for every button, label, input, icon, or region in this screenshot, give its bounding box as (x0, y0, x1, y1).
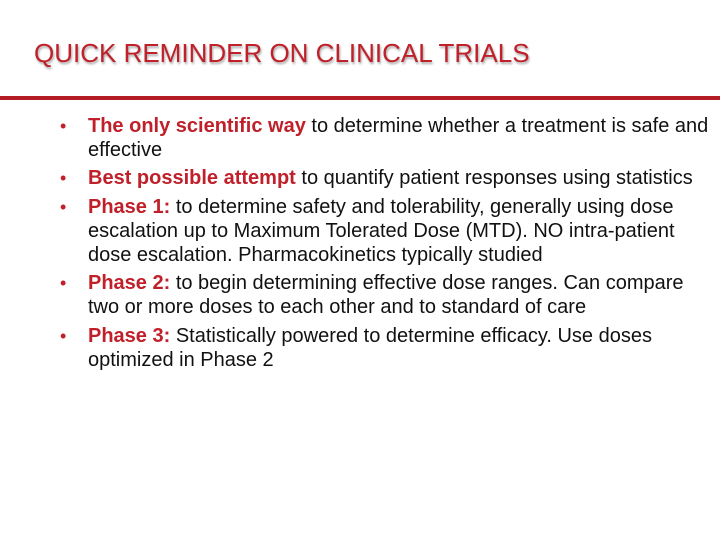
bullet-item (60, 114, 710, 162)
bullet-icon: • (60, 325, 67, 346)
bullet-text: Statistically powered to determine efficacy. Use doses optimized in Phase 2 (88, 324, 652, 371)
bullet-text: to begin determining effective dose ranges. Can compare two or more doses to each other and to standard of care (88, 272, 684, 319)
bullet-text: to determine safety and tolerability, generally using dose escalation up to Maximum Tolerated Dose (MTD). NO intra-patient dose escalation. Pharmacokinetics typically studied (88, 195, 675, 267)
bullet-emphasis: Phase 1: (88, 195, 171, 218)
bullet-emphasis: The only scientific way (88, 115, 306, 137)
bullet-icon: • (60, 273, 67, 294)
bullet-text: to quantify patient responses using statistics (295, 167, 693, 190)
bullet-item (60, 195, 710, 268)
bullet-emphasis: Best possible attempt (88, 167, 296, 190)
title-divider (0, 96, 720, 100)
bullet-emphasis: Phase 2: (88, 272, 171, 295)
bullet-text: to determine whether a treatment is safe and effective (88, 115, 709, 162)
bullet-item (60, 271, 710, 319)
bullet-icon: • (60, 196, 67, 217)
bullet-icon: • (60, 116, 67, 136)
bullet-item (60, 166, 710, 190)
bullet-emphasis: Phase 3: (88, 324, 171, 347)
slide-title: QUICK REMINDER ON CLINICAL TRIALS (34, 38, 530, 68)
bullet-list (60, 114, 710, 376)
bullet-item (60, 324, 710, 372)
bullet-icon: • (60, 168, 67, 189)
